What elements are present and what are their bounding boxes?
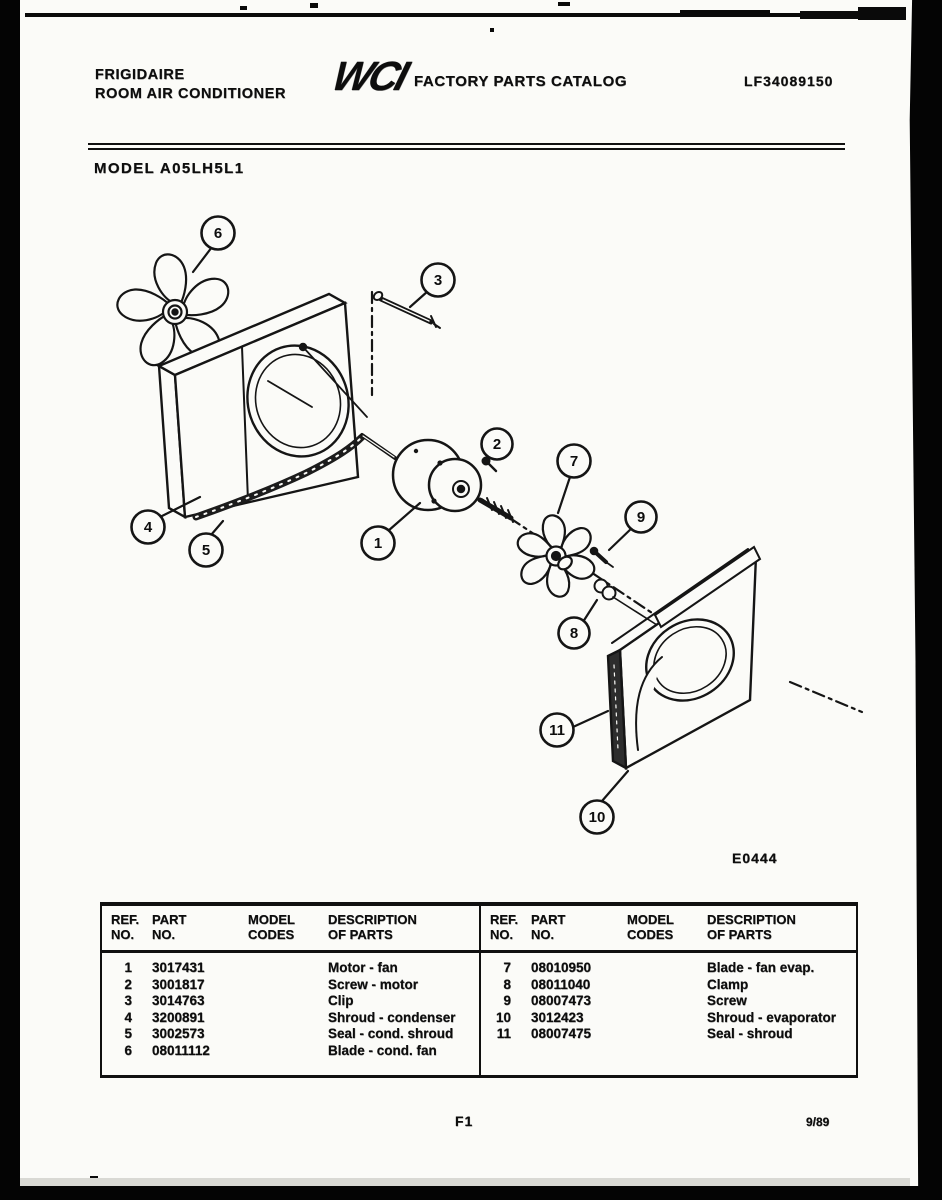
col-header-part: PART NO. [531, 912, 566, 942]
cell-ref: 7 [503, 960, 511, 975]
cell-model [627, 1010, 707, 1027]
callout-9 [609, 502, 657, 551]
table-row [102, 1026, 479, 1043]
callout-10-label: 10 [588, 809, 606, 826]
evaporator-shroud [608, 547, 760, 768]
cell-desc: Seal - cond. shroud [328, 1026, 454, 1041]
cell-model [248, 1010, 328, 1027]
callout-2-label: 2 [492, 436, 502, 453]
cell-ref: 6 [124, 1042, 132, 1058]
cell-part: 3012423 [531, 1009, 584, 1025]
cell-ref: 1 [124, 960, 132, 975]
diagram-code: E0444 [732, 850, 778, 866]
callout-7-label: 7 [569, 453, 579, 470]
cell-model [248, 960, 328, 977]
brand-product-line: ROOM AIR CONDITIONER [95, 86, 287, 102]
callout-1-label: 1 [373, 535, 383, 552]
table-body-left [102, 953, 479, 1059]
scan-artifact-bottom-band [0, 1186, 942, 1200]
table-row [102, 977, 479, 994]
col-header-model: MODEL CODES [248, 912, 295, 942]
cell-ref: 10 [495, 1009, 511, 1025]
cell-ref: 8 [503, 976, 511, 992]
model-number: MODEL A05LH5L1 [94, 160, 245, 177]
cell-part: 08007475 [531, 1026, 592, 1041]
callout-11-label: 11 [549, 722, 565, 739]
callout-5-label: 5 [201, 542, 211, 559]
brand-name: FRIGIDAIRE [95, 67, 185, 83]
scan-artifact-speck [240, 6, 247, 10]
col-header-part: PART NO. [152, 912, 187, 942]
parts-table-left [102, 906, 479, 1075]
col-header-ref: REF. NO. [111, 912, 140, 942]
scan-artifact-speck [310, 3, 318, 8]
col-header-desc: DESCRIPTION OF PARTS [707, 912, 796, 942]
cell-model [248, 1043, 328, 1060]
cell-ref: 3 [124, 993, 132, 1008]
screw-motor-mount [372, 290, 440, 328]
scan-artifact-blob [680, 10, 770, 16]
cell-part: 08011040 [531, 976, 591, 992]
col-header-model: MODEL CODES [627, 912, 674, 942]
cell-model [627, 993, 707, 1010]
table-row [481, 960, 856, 977]
cell-desc: Clip [328, 993, 354, 1008]
cell-desc: Screw [707, 993, 747, 1008]
scan-artifact-right-band [908, 0, 942, 1200]
cell-ref: 5 [124, 1026, 132, 1041]
table-row [481, 1010, 856, 1027]
document-number: LF34089150 [744, 73, 834, 89]
table-header [102, 906, 479, 953]
callout-9-label: 9 [636, 509, 646, 526]
table-row [481, 977, 856, 994]
cell-part: 3002573 [152, 1026, 205, 1041]
cell-ref: 9 [503, 993, 511, 1008]
callout-8-label: 8 [569, 625, 579, 642]
scan-artifact-speck [558, 2, 570, 6]
cell-desc: Blade - cond. fan [328, 1042, 437, 1058]
cell-model [248, 1026, 328, 1043]
callout-3 [410, 264, 455, 308]
cell-desc: Shroud - evaporator [707, 1009, 837, 1025]
cell-desc: Screw - motor [328, 976, 419, 992]
scan-artifact-top-line [25, 13, 905, 17]
callout-4-label: 4 [143, 519, 153, 536]
cell-desc: Seal - shroud [707, 1026, 793, 1041]
scan-artifact-speck [490, 28, 494, 32]
cell-part: 08010950 [531, 960, 592, 975]
date-code: 9/89 [806, 1115, 830, 1129]
page-number: F1 [455, 1113, 474, 1129]
exploded-parts-diagram [90, 195, 870, 885]
catalog-title: FACTORY PARTS CATALOG [414, 73, 628, 90]
parts-table [100, 902, 858, 1078]
table-row [102, 1043, 479, 1060]
cell-part: 3200891 [152, 1009, 205, 1025]
callout-1 [362, 503, 421, 560]
table-row [481, 993, 856, 1010]
cell-ref: 4 [124, 1009, 132, 1025]
scan-artifact-blob [858, 7, 906, 20]
cell-model [248, 977, 328, 994]
scan-artifact-left-band [0, 0, 20, 1200]
table-body-right [481, 953, 856, 1043]
parts-table-right [479, 906, 856, 1075]
cell-model [627, 1026, 707, 1043]
cell-desc: Shroud - condenser [328, 1009, 456, 1025]
cell-model [627, 960, 707, 977]
callout-3-label: 3 [433, 272, 443, 289]
table-header [481, 906, 856, 953]
cell-model [248, 993, 328, 1010]
wci-logo: WCI [327, 53, 412, 99]
cell-desc: Blade - fan evap. [707, 960, 815, 975]
col-header-ref: REF. NO. [490, 912, 519, 942]
scan-artifact-gray-strip [20, 1178, 910, 1186]
cell-part: 08007473 [531, 993, 592, 1008]
centerline-right [790, 682, 862, 712]
cell-model [627, 977, 707, 994]
table-row [102, 1010, 479, 1027]
table-row [481, 1026, 856, 1043]
cell-ref: 2 [124, 976, 132, 992]
cell-part: 3017431 [152, 960, 205, 975]
cell-part: 08011112 [152, 1042, 210, 1058]
callout-6-label: 6 [213, 225, 223, 242]
cell-desc: Clamp [707, 976, 749, 992]
header-rule [88, 143, 845, 150]
table-row [102, 993, 479, 1010]
table-row [102, 960, 479, 977]
cell-desc: Motor - fan [328, 960, 398, 975]
evaporator-fan-blade [514, 515, 598, 596]
cell-ref: 11 [496, 1026, 511, 1041]
cell-part: 3014763 [152, 993, 205, 1008]
col-header-desc: DESCRIPTION OF PARTS [328, 912, 417, 942]
cell-part: 3001817 [152, 976, 205, 992]
